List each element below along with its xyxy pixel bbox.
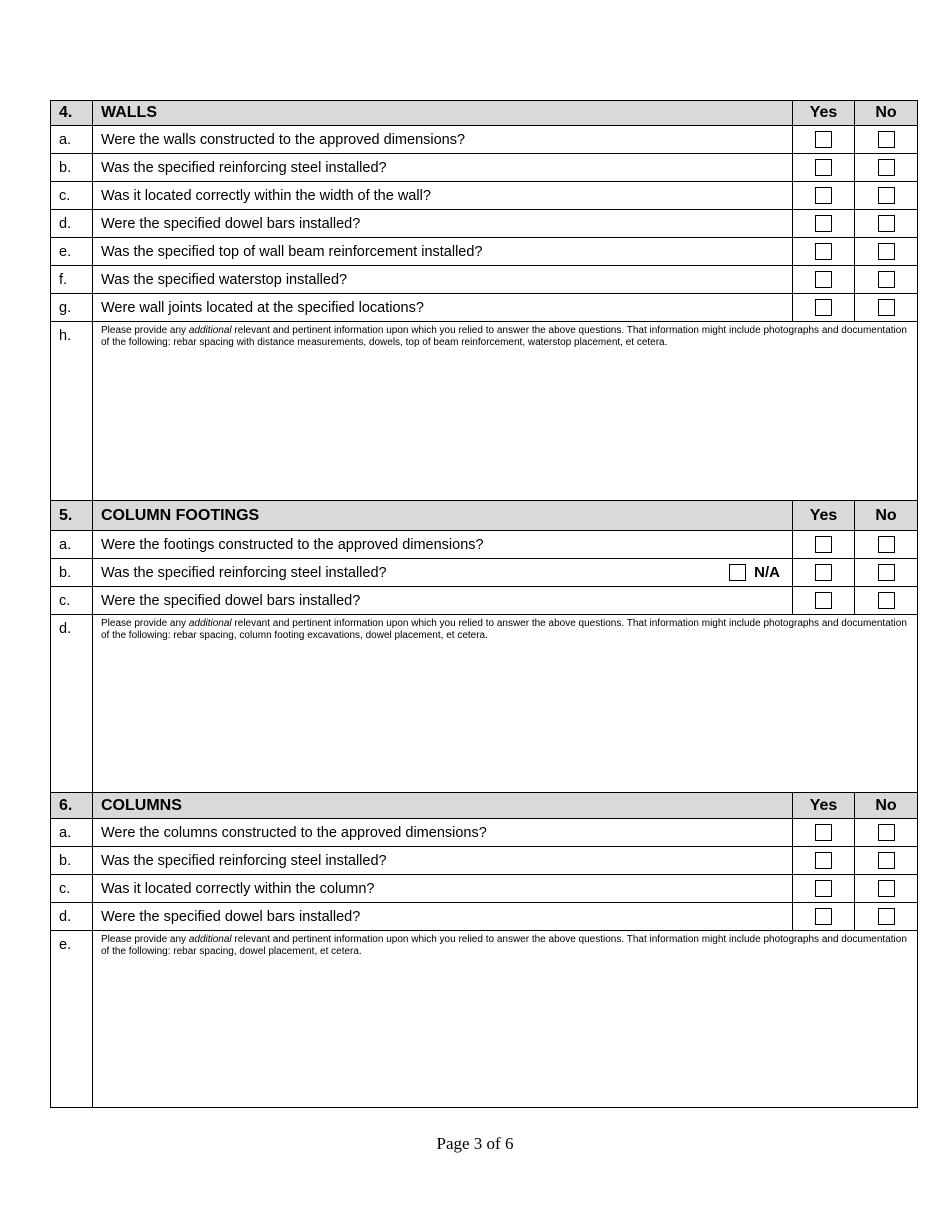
section-title: COLUMNS (93, 793, 793, 819)
no-checkbox[interactable] (878, 215, 895, 232)
no-checkbox[interactable] (878, 299, 895, 316)
notes-row (51, 322, 918, 501)
no-checkbox[interactable] (878, 908, 895, 925)
notes-instructions (93, 322, 917, 349)
question-text: Were the walls constructed to the approved dimensions? (93, 126, 793, 154)
question-text: Were the columns constructed to the approved dimensions? (93, 819, 793, 847)
na-label: N/A (754, 564, 780, 581)
section-number: 5. (51, 501, 93, 531)
question-text: Were the specified dowel bars installed? (93, 903, 793, 931)
no-checkbox[interactable] (878, 852, 895, 869)
question-letter: d. (51, 210, 93, 238)
no-checkbox[interactable] (878, 131, 895, 148)
question-text: Were the specified dowel bars installed? (93, 210, 793, 238)
question-text: Was the specified reinforcing steel installed? (93, 154, 793, 182)
section-header-columns (51, 793, 918, 819)
na-checkbox[interactable] (729, 564, 746, 581)
notes-prefix: Please provide any (101, 934, 189, 945)
no-checkbox[interactable] (878, 159, 895, 176)
no-checkbox[interactable] (878, 824, 895, 841)
yes-checkbox[interactable] (815, 908, 832, 925)
question-text: Was the specified waterstop installed? (93, 266, 793, 294)
question-letter: a. (51, 819, 93, 847)
yes-checkbox[interactable] (815, 536, 832, 553)
question-letter: c. (51, 182, 93, 210)
yes-checkbox[interactable] (815, 215, 832, 232)
question-text: Was it located correctly within the width of the wall? (93, 182, 793, 210)
notes-emphasis: additional (188, 934, 232, 945)
question-row (51, 126, 918, 154)
no-checkbox[interactable] (878, 187, 895, 204)
no-checkbox[interactable] (878, 880, 895, 897)
question-row (51, 559, 918, 587)
notes-row (51, 615, 918, 793)
yes-checkbox[interactable] (815, 880, 832, 897)
notes-emphasis: additional (188, 325, 232, 336)
question-text: Was the specified reinforcing steel installed? (93, 847, 793, 875)
question-text: Was the specified reinforcing steel installed? (101, 564, 387, 581)
question-text: Were wall joints located at the specified locations? (93, 294, 793, 322)
yes-checkbox[interactable] (815, 271, 832, 288)
yes-checkbox[interactable] (815, 564, 832, 581)
question-row (51, 294, 918, 322)
page-number: Page 3 of 6 (436, 1134, 514, 1153)
section-title: COLUMN FOOTINGS (93, 501, 793, 531)
question-row (51, 819, 918, 847)
yes-column-header: Yes (793, 501, 855, 531)
question-letter: c. (51, 587, 93, 615)
question-row (51, 266, 918, 294)
notes-letter: h. (51, 322, 93, 501)
question-letter: b. (51, 559, 93, 587)
question-row (51, 903, 918, 931)
notes-row (51, 931, 918, 1108)
question-letter: b. (51, 154, 93, 182)
question-row (51, 847, 918, 875)
question-row (51, 587, 918, 615)
question-row (51, 210, 918, 238)
yes-checkbox[interactable] (815, 592, 832, 609)
section-title: WALLS (93, 101, 793, 126)
question-letter: e. (51, 238, 93, 266)
section-header-walls (51, 101, 918, 126)
question-text: Was it located correctly within the column? (93, 875, 793, 903)
no-column-header: No (855, 501, 918, 531)
notes-suffix: relevant and pertinent information upon which you relied to answer the above questions. That information might include photographs and documentation of the following: rebar spacing with distance measurements, dowels, top of beam reinforcement, waterstop placement, et cetera. (101, 325, 907, 348)
question-row (51, 154, 918, 182)
notes-prefix: Please provide any (101, 325, 189, 336)
section-number: 4. (51, 101, 93, 126)
notes-letter: e. (51, 931, 93, 1108)
notes-prefix: Please provide any (101, 618, 189, 629)
no-column-header: No (855, 793, 918, 819)
notes-field[interactable] (93, 322, 918, 501)
yes-column-header: Yes (793, 793, 855, 819)
yes-checkbox[interactable] (815, 824, 832, 841)
question-row (51, 875, 918, 903)
section-header-column-footings (51, 501, 918, 531)
question-text: Was the specified top of wall beam reinforcement installed? (93, 238, 793, 266)
yes-checkbox[interactable] (815, 187, 832, 204)
no-checkbox[interactable] (878, 271, 895, 288)
notes-instructions (93, 615, 917, 642)
question-text: Were the footings constructed to the approved dimensions? (93, 531, 793, 559)
notes-field[interactable] (93, 931, 918, 1108)
yes-checkbox[interactable] (815, 159, 832, 176)
section-number: 6. (51, 793, 93, 819)
no-checkbox[interactable] (878, 243, 895, 260)
notes-instructions (93, 931, 917, 958)
notes-letter: d. (51, 615, 93, 793)
inspection-form-table (50, 100, 918, 1108)
na-option[interactable] (729, 564, 780, 581)
question-letter: c. (51, 875, 93, 903)
question-row (51, 182, 918, 210)
question-row (51, 531, 918, 559)
question-letter: f. (51, 266, 93, 294)
yes-checkbox[interactable] (815, 131, 832, 148)
notes-field[interactable] (93, 615, 918, 793)
yes-checkbox[interactable] (815, 243, 832, 260)
question-letter: a. (51, 531, 93, 559)
notes-suffix: relevant and pertinent information upon which you relied to answer the above questions. That information might include photographs and documentation of the following: rebar spacing, dowel placement, et cetera. (101, 934, 907, 957)
no-checkbox[interactable] (878, 592, 895, 609)
question-text: Were the specified dowel bars installed? (93, 587, 793, 615)
no-column-header: No (855, 101, 918, 126)
question-cell (93, 559, 793, 587)
yes-checkbox[interactable] (815, 852, 832, 869)
question-row (51, 238, 918, 266)
question-letter: g. (51, 294, 93, 322)
question-letter: b. (51, 847, 93, 875)
notes-suffix: relevant and pertinent information upon which you relied to answer the above questions. That information might include photographs and documentation of the following: rebar spacing, column footing excavations, dowel placement, et cetera. (101, 618, 907, 641)
no-checkbox[interactable] (878, 536, 895, 553)
notes-emphasis: additional (188, 618, 232, 629)
yes-checkbox[interactable] (815, 299, 832, 316)
question-letter: a. (51, 126, 93, 154)
no-checkbox[interactable] (878, 564, 895, 581)
yes-column-header: Yes (793, 101, 855, 126)
question-letter: d. (51, 903, 93, 931)
